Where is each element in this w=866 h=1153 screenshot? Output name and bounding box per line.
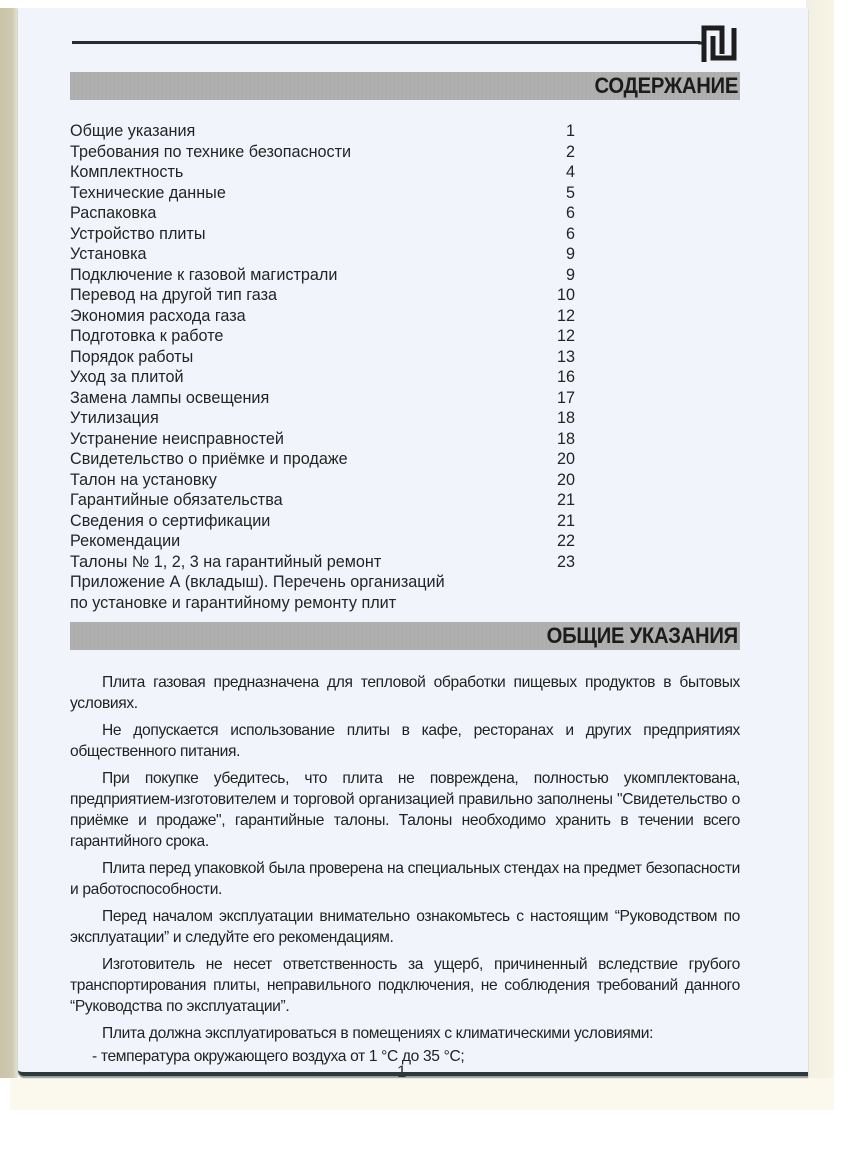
toc-item-label: Порядок работы (70, 347, 194, 366)
toc-item-label: Гарантийные обязательства (70, 491, 283, 509)
paragraph: Не допускается использование плиты в кафе, ресторанах и других предприятиях общественного питания. (70, 722, 740, 760)
toc-item[interactable] (70, 552, 575, 573)
toc-item[interactable] (70, 367, 575, 388)
paragraph: Перед началом эксплуатации внимательно ознакомьтесь с настоящим “Руководством по эксплуатации” и следуйте его рекомендациям. (70, 908, 740, 946)
toc-item-page: 9 (565, 245, 575, 263)
toc-item-page: 20 (556, 450, 575, 468)
toc-item-label: Талон на установку (70, 470, 217, 489)
toc-item-label: Общие указания (70, 122, 196, 140)
toc-item-label: Замена лампы освещения (70, 388, 270, 407)
toc-item-page: 16 (556, 368, 575, 386)
condition-list-item: - температура окружающего воздуха от 1 °С до 35 °С; (92, 1048, 465, 1065)
toc-item-label: Перевод на другой тип газа (70, 286, 278, 304)
page-right-edge (806, 0, 834, 1108)
toc-item-label: Технические данные (70, 183, 226, 202)
toc-item[interactable] (70, 490, 575, 511)
toc-item-page: 21 (556, 491, 575, 509)
toc-item-page: 13 (556, 347, 575, 366)
toc-item-page: 6 (565, 224, 575, 243)
toc-item-label: Комплектность (70, 163, 184, 181)
general-section-title: ОБЩИЕ УКАЗАНИЯ (546, 623, 738, 648)
toc-item-label: Экономия расхода газа (70, 306, 246, 325)
toc-item-page: 2 (565, 142, 575, 161)
toc-item[interactable] (70, 121, 575, 142)
toc-item-page: 1 (565, 122, 575, 140)
toc-item-label: Подключение к газовой магистрали (70, 265, 338, 284)
toc-item-label: Устройство плиты (70, 224, 206, 243)
toc-item-label: Свидетельство о приёмке и продаже (70, 450, 348, 468)
toc-appendix-item[interactable] (70, 572, 575, 614)
toc-item-page: 18 (556, 429, 575, 448)
toc-item-page: 23 (556, 552, 575, 571)
toc-item-label: Рекомендации (70, 532, 181, 550)
table-of-contents (70, 121, 575, 614)
toc-item-page: 9 (565, 265, 575, 284)
toc-item[interactable] (70, 224, 575, 245)
toc-item[interactable] (70, 306, 575, 327)
toc-item-label: Требования по технике безопасности (70, 142, 352, 161)
toc-appendix-line-1: Приложение А (вкладыш). Перечень организаций (70, 573, 445, 591)
header-rule (72, 41, 700, 44)
toc-item[interactable] (70, 429, 575, 450)
toc-item-page: 10 (556, 286, 575, 304)
toc-item-label: Распаковка (70, 204, 157, 222)
toc-item-page: 12 (556, 327, 575, 345)
toc-item[interactable] (70, 142, 575, 163)
general-section-body (70, 672, 740, 1073)
toc-appendix-line-2: по установке и гарантийному ремонту плит (70, 594, 397, 612)
toc-item[interactable] (70, 162, 575, 183)
paragraph: Изготовитель не несет ответственность за ущерб, причиненный вследствие грубого транспортирования плиты, неправильного подключения, не соблюдения требований данного “Руководства по эксплуатации”. (70, 956, 740, 1015)
toc-item[interactable] (70, 285, 575, 306)
general-header-bar (70, 622, 740, 650)
toc-item-label: Утилизация (70, 409, 159, 427)
paragraph: Плита должна эксплуатироваться в помещениях с климатическими условиями: (102, 1025, 654, 1042)
toc-item-page: 6 (565, 204, 575, 222)
toc-item-page: 12 (556, 306, 575, 325)
toc-item-label: Талоны № 1, 2, 3 на гарантийный ремонт (70, 552, 382, 571)
paragraph: При покупке убедитесь, что плита не повреждена, полностью укомплектована, предприятием-изготовителем и торговой организацией правильно заполнены "Свидетельство о приёмке и продаже", гарантийные талоны. Талоны необходимо хранить в течении всего гарантийного срока. (70, 770, 740, 850)
interlocked-bracket-logo-icon (698, 24, 740, 64)
toc-item[interactable] (70, 531, 575, 552)
toc-item[interactable] (70, 470, 575, 491)
toc-item[interactable] (70, 511, 575, 532)
toc-item[interactable] (70, 183, 575, 204)
page-bottom-margin (10, 1078, 834, 1110)
toc-item[interactable] (70, 326, 575, 347)
toc-item[interactable] (70, 449, 575, 470)
page-left-edge (0, 8, 18, 1078)
toc-title: СОДЕРЖАНИЕ (594, 73, 738, 98)
toc-item[interactable] (70, 347, 575, 368)
toc-item-label: Подготовка к работе (70, 327, 224, 345)
paragraph: Плита газовая предназначена для тепловой обработки пищевых продуктов в бытовых условиях. (70, 674, 740, 712)
toc-item[interactable] (70, 265, 575, 286)
toc-header-bar (70, 72, 740, 100)
page-number: 1 (397, 1062, 407, 1081)
toc-item[interactable] (70, 203, 575, 224)
toc-item[interactable] (70, 388, 575, 409)
toc-item[interactable] (70, 408, 575, 429)
toc-item-page: 4 (565, 163, 575, 181)
toc-item-label: Установка (70, 245, 147, 263)
toc-item-label: Устранение неисправностей (70, 429, 284, 448)
toc-item-label: Сведения о сертификации (70, 511, 271, 530)
toc-item-page: 20 (556, 470, 575, 489)
toc-item-page: 18 (556, 409, 575, 427)
toc-item[interactable] (70, 244, 575, 265)
toc-item-page: 17 (556, 388, 575, 407)
toc-item-label: Уход за плитой (70, 368, 184, 386)
toc-item-page: 22 (556, 532, 575, 550)
toc-item-page: 5 (565, 183, 575, 202)
toc-item-page: 21 (556, 511, 575, 530)
paragraph: Плита перед упаковкой была проверена на специальных стендах на предмет безопасности и работоспособности. (70, 860, 740, 898)
